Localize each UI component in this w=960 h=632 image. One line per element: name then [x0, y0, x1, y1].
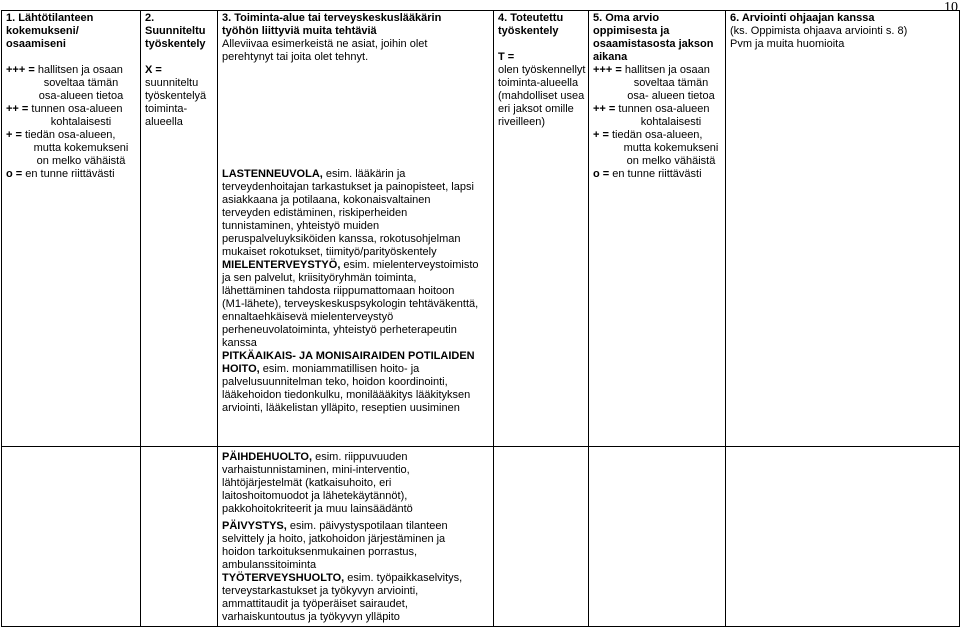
scale-text: tiedän osa-alueen, — [24, 129, 116, 141]
scale-text: on melko vähäistä — [626, 155, 716, 167]
scale-mark: o = — [6, 168, 23, 180]
section-text: terveydenhoitajan tarkastukset ja painopisteet, lapsi — [222, 181, 474, 193]
scale-mark: + = — [6, 129, 22, 141]
competence-table — [1, 10, 960, 627]
section-text: terveyden edistäminen, riskiperheiden — [222, 207, 408, 219]
section-text: esim. moniammatillisen hoito- ja — [259, 363, 420, 375]
section-title: TYÖTERVEYSHUOLTO, — [222, 572, 345, 584]
scale-text: on melko vähäistä — [36, 155, 126, 167]
section-text: ja sen palvelut, kriisityöryhmän toiminta, — [222, 272, 417, 284]
section-text: esim. päivystyspotilaan tilanteen — [286, 520, 448, 532]
col6-cell-empty — [726, 447, 960, 627]
col2-cell-empty — [141, 447, 218, 627]
col2-legend — [145, 64, 213, 129]
col1-header — [6, 12, 136, 51]
legend-text: eri jaksot omille — [498, 103, 574, 115]
col5-header-line: osaamistasosta jakson — [593, 38, 714, 50]
section-title: PITKÄAIKAIS- JA MONISAIRAIDEN POTILAIDEN — [222, 350, 475, 362]
scale-text: tunnen osa-alueen — [618, 103, 710, 115]
section-text: kanssa — [222, 337, 257, 349]
col1-header-line: 1. Lähtötilanteen — [6, 12, 94, 24]
section-text: selvittely ja hoito, jatkohoidon järjestäminen ja — [222, 533, 446, 545]
tyoterveyshuolto-section — [222, 572, 489, 624]
section-text: terveystarkastukset ja työkyvyn arviointi, — [222, 585, 419, 597]
scale-mark: o = — [593, 168, 610, 180]
col2-cell — [141, 11, 218, 447]
section-title: HOITO, — [222, 363, 260, 375]
section-title: PÄIHDEHUOLTO, — [222, 451, 313, 463]
col3-cell — [218, 11, 494, 447]
col1-cell-empty — [2, 447, 141, 627]
scale-mark: +++ = — [6, 64, 35, 76]
section-text: laitoshoitomuodot ja lähetekäytännöt), — [222, 490, 408, 502]
col2-header-line: työskentely — [145, 38, 206, 50]
col3-cell-2 — [218, 447, 494, 627]
col5-cell — [589, 11, 726, 447]
scale-text: kohtalaisesti — [50, 116, 112, 128]
section-text: varhaistunnistaminen, mini-interventio, — [222, 464, 410, 476]
col3-header — [222, 12, 489, 38]
section-text: peruspalveluyksiköiden kanssa, rokotusohjelman — [222, 233, 461, 245]
legend-text: suunniteltu — [145, 77, 199, 89]
scale-text: osa- alueen tietoa — [627, 90, 715, 102]
col4-header-line: työskentely — [498, 25, 559, 37]
section-text: mukaiset rokotukset, tiimityö/parityöskentely — [222, 246, 437, 258]
scale-text: hallitsen ja osaan — [37, 64, 123, 76]
col5-header-line: oppimisesta ja — [593, 25, 670, 37]
scale-mark: + = — [593, 129, 609, 141]
section-title: PÄIVYSTYS, — [222, 520, 287, 532]
section-text: hoidon tarkoituksenmukainen porrastus, — [222, 546, 418, 558]
pitkaaikais-section — [222, 350, 489, 415]
scale-text: mutta kokemukseni — [623, 142, 719, 154]
section-text: palvelusuunnitelman teko, hoidon koordinointi, — [222, 376, 448, 388]
section-text: esim. riippuvuuden — [312, 451, 408, 463]
legend-text: riveilleen) — [498, 116, 546, 128]
col2-header-line: Suunniteltu — [145, 25, 206, 37]
col6-cell — [726, 11, 960, 447]
col1-header-line: kokemukseni/ — [6, 25, 79, 37]
col5-scale — [593, 64, 721, 181]
scale-text: osa-alueen tietoa — [38, 90, 124, 102]
scale-text: tunnen osa-alueen — [31, 103, 123, 115]
legend-mark: X = — [145, 64, 162, 76]
scale-text: mutta kokemukseni — [33, 142, 129, 154]
col2-header — [145, 12, 213, 51]
paivystys-section — [222, 520, 489, 572]
legend-text: olen työskennellyt — [498, 64, 586, 76]
section-text: perheneuvolatoiminta, yhteistyö perheterapeutin — [222, 324, 457, 336]
col4-legend — [498, 51, 584, 129]
scale-text: kohtalaisesti — [640, 116, 702, 128]
scale-text: soveltaa tämän — [43, 77, 119, 89]
section-text: ennaltaehkäisevä mielenterveystyö — [222, 311, 394, 323]
scale-text: en tunne riittävästi — [612, 168, 702, 180]
section-text: esim. työpaikkaselvitys, — [344, 572, 463, 584]
scale-text: tiedän osa-alueen, — [611, 129, 703, 141]
section-text: (M1-lähete), terveyskeskuspsykologin tehtäväkenttä, — [222, 298, 479, 310]
mielenterveystyo-section — [222, 259, 489, 350]
col2-header-line: 2. — [145, 12, 155, 24]
section-text: lähtöjärjestelmät (katkaisuhoito, eri — [222, 477, 392, 489]
col5-header-line: 5. Oma arvio — [593, 12, 660, 24]
col1-header-line: osaamiseni — [6, 38, 66, 50]
section-text: tunnistaminen, yhteistyö muiden — [222, 220, 380, 232]
legend-text: alueella — [145, 116, 183, 128]
section-text: arviointi, lääkelistan ylläpito, reseptien uusiminen — [222, 402, 460, 414]
col5-header — [593, 12, 721, 64]
section-text: lähettäminen tahdosta riippumattomaan hoitoon — [222, 285, 455, 297]
col3-header-line: 3. Toiminta-alue tai terveyskeskuslääkärin — [222, 12, 442, 24]
col3-header-line: työhön liittyviä muita tehtäviä — [222, 25, 377, 37]
legend-mark: T = — [498, 51, 515, 63]
section-text: ammattitaudit ja työperäiset sairaudet, — [222, 598, 408, 610]
section-text: ambulanssitoiminta — [222, 559, 317, 571]
col5-header-line: aikana — [593, 51, 628, 63]
scale-text: hallitsen ja osaan — [624, 64, 710, 76]
col4-header — [498, 12, 584, 38]
lastenneuvola-section — [222, 168, 489, 259]
col6-text: Pvm ja muita huomioita — [730, 38, 845, 50]
legend-text: toiminta-alueella — [498, 77, 579, 89]
col1-cell — [2, 11, 141, 447]
section-title: MIELENTERVEYSTYÖ, — [222, 259, 341, 271]
page-number: 10 — [944, 0, 958, 15]
col1-scale — [6, 64, 136, 181]
section-title: LASTENNEUVOLA, — [222, 168, 323, 180]
scale-mark: ++ = — [593, 103, 616, 115]
instruction-line: Alleviivaa esimerkeistä ne asiat, joihin olet — [222, 38, 428, 50]
col6-text: (ks. Oppimista ohjaava arviointi s. 8) — [730, 25, 908, 37]
second-row — [2, 447, 960, 627]
col4-cell — [494, 11, 589, 447]
section-text: asiakkaana ja potilaana, kokonaisvaltainen — [222, 194, 431, 206]
section-text: esim. lääkärin ja — [322, 168, 406, 180]
scale-mark: ++ = — [6, 103, 29, 115]
legend-text: (mahdolliset usea — [498, 90, 585, 102]
legend-text: toiminta- — [145, 103, 188, 115]
header-row — [2, 11, 960, 447]
col6-header: 6. Arviointi ohjaajan kanssa — [730, 12, 875, 24]
instruction-line: perehtynyt tai joita olet tehnyt. — [222, 51, 369, 63]
section-text: lääkehoidon tiedonkulku, moniläääkitys lääkityksen — [222, 389, 471, 401]
paihdehuolto-section — [222, 451, 489, 516]
scale-mark: +++ = — [593, 64, 622, 76]
section-text: esim. mielenterveystoimisto — [340, 259, 479, 271]
section-text: pakkohoitokriteerit ja muu lainsäädäntö — [222, 503, 413, 515]
col5-cell-empty — [589, 447, 726, 627]
scale-text: en tunne riittävästi — [25, 168, 115, 180]
col4-header-line: 4. Toteutettu — [498, 12, 564, 24]
legend-text: työskentelyä — [145, 90, 207, 102]
section-text: varhaiskuntoutus ja työkyvyn ylläpito — [222, 611, 400, 623]
col3-instruction — [222, 38, 489, 64]
col4-cell-empty — [494, 447, 589, 627]
scale-text: soveltaa tämän — [633, 77, 709, 89]
